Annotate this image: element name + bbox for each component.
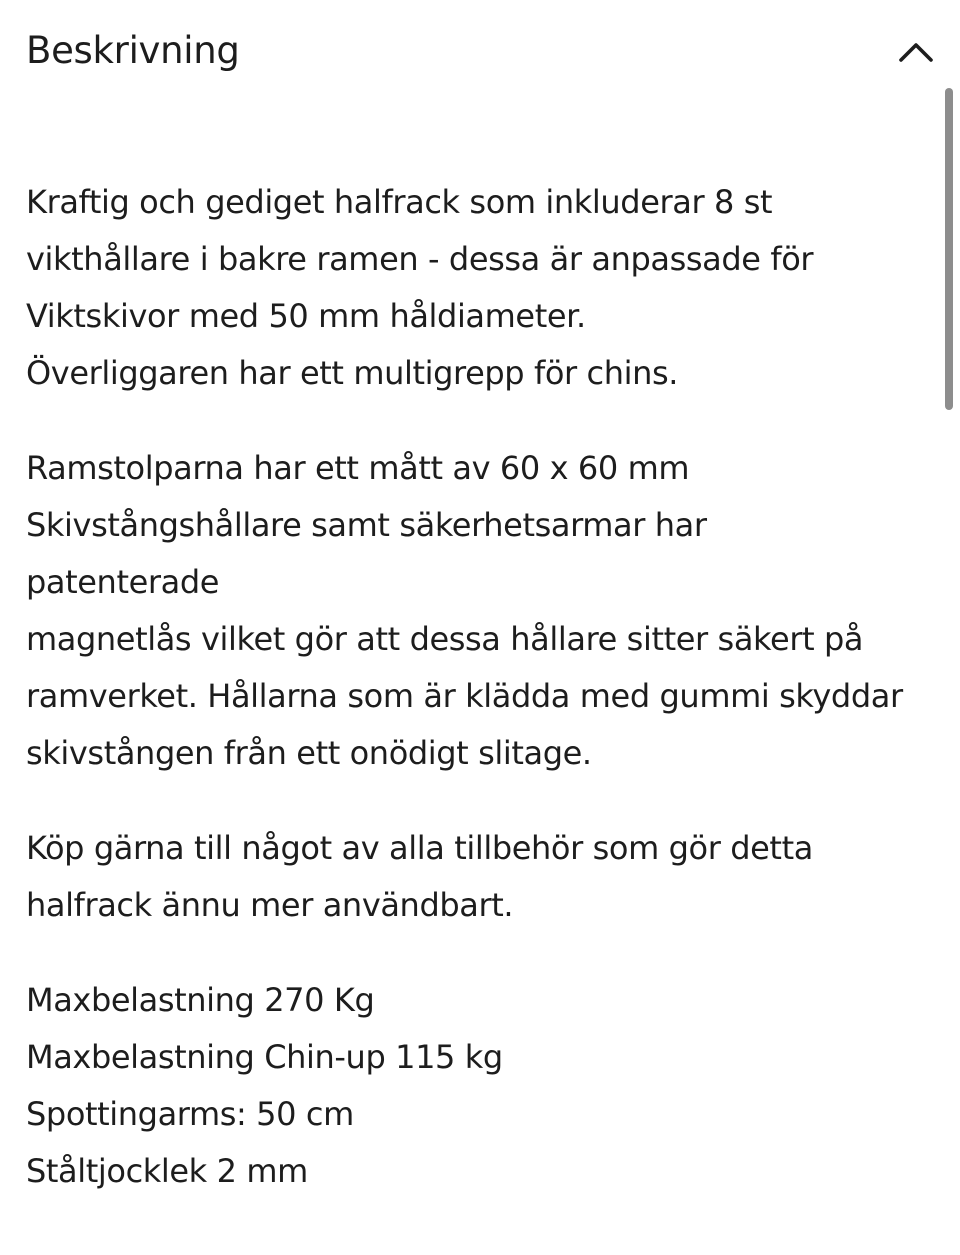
chevron-up-icon	[899, 42, 933, 62]
description-line: Ramstolparna har ett mått av 60 x 60 mm	[26, 449, 690, 487]
collapse-toggle-button[interactable]	[892, 30, 940, 74]
description-line: skivstången från ett onödigt slitage.	[26, 734, 592, 772]
description-line: vikthållare i bakre ramen - dessa är anpassade för	[26, 240, 814, 278]
description-paragraph-4	[26, 972, 941, 1200]
description-line: ramverket. Hållarna som är klädda med gummi skyddar	[26, 677, 903, 715]
description-line: halfrack ännu mer användbart.	[26, 886, 514, 924]
description-line: Köp gärna till något av alla tillbehör som gör detta	[26, 829, 813, 867]
description-paragraph-2	[26, 440, 941, 782]
description-line: Maxbelastning Chin-up 115 kg	[26, 1038, 503, 1076]
description-line: patenterade	[26, 563, 220, 601]
description-line: Kraftig och gediget halfrack som inkluderar 8 st	[26, 183, 773, 221]
description-line: Ståltjocklek 2 mm	[26, 1152, 308, 1190]
description-line: Spottingarms: 50 cm	[26, 1095, 354, 1133]
description-line: magnetlås vilket gör att dessa hållare sitter säkert på	[26, 620, 864, 658]
section-header[interactable]	[0, 0, 960, 100]
description-paragraph-1	[26, 174, 941, 402]
scrollbar-thumb[interactable]	[945, 88, 953, 410]
scrollbar[interactable]	[944, 0, 956, 1255]
description-line: Överliggaren har ett multigrepp för chins.	[26, 354, 679, 392]
description-body	[26, 174, 941, 1238]
section-title: Beskrivning	[26, 29, 240, 72]
description-line: Viktskivor med 50 mm håldiameter.	[26, 297, 586, 335]
description-paragraph-3	[26, 820, 941, 934]
description-line: Maxbelastning 270 Kg	[26, 981, 375, 1019]
description-line: Skivstångshållare samt säkerhetsarmar har	[26, 506, 707, 544]
